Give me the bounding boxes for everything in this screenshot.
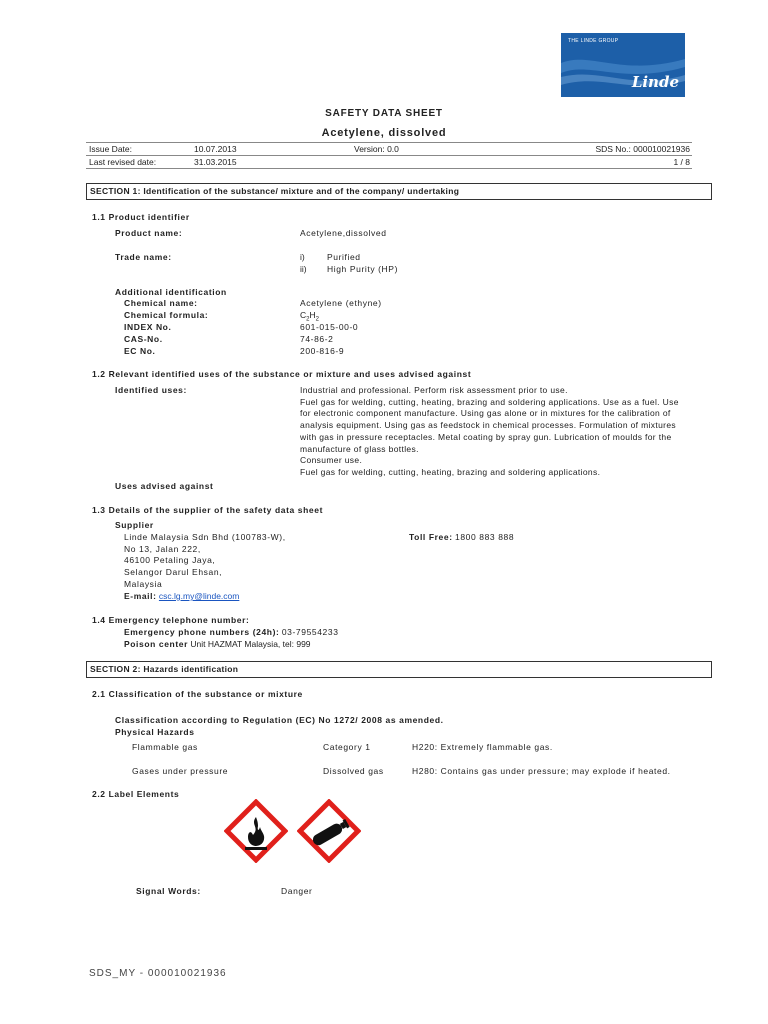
trade-name-label: Trade name: [115, 252, 172, 262]
trade-name-1: Purified [327, 252, 361, 262]
flame-icon [224, 799, 288, 863]
uses-line: Fuel gas for welding, cutting, heating, brazing and soldering applications. Use as a fuel. Use [300, 396, 679, 407]
hazard-class-2: Gases under pressure [132, 766, 229, 776]
trade-name-num-2: ii) [300, 264, 307, 274]
email-link[interactable]: csc.lg.my@linde.com [158, 591, 240, 601]
linde-logo [561, 33, 685, 97]
trade-name-2: High Purity (HP) [327, 264, 399, 274]
issue-date-value: 10.07.2013 [194, 144, 237, 154]
page-number: 1 / 8 [673, 157, 690, 167]
uses-line: with gas in pressure receptacles. Metal coating by spray gun. Lubrication of moulds for the [300, 431, 672, 442]
section1-heading-box [86, 183, 712, 200]
issue-date-label: Issue Date: [89, 144, 132, 154]
logo-group-text: THE LINDE GROUP [568, 38, 619, 44]
physical-hazards-heading: Physical Hazards [115, 727, 195, 737]
identified-uses-text [300, 385, 679, 479]
supplier-label: Supplier [115, 520, 154, 530]
supplier-email-row [124, 591, 239, 601]
revised-date-label: Last revised date: [89, 157, 157, 167]
uses-line: Fuel gas for welding, cutting, heating, brazing and soldering applications. [300, 466, 601, 477]
gas-cylinder-icon [297, 799, 361, 863]
hazard-class-1: Flammable gas [132, 742, 198, 752]
document-title: SAFETY DATA SHEET [325, 108, 443, 119]
signal-word-value: Danger [281, 886, 313, 896]
emergency-phone-label: Emergency phone numbers (24h): [124, 627, 280, 637]
toll-free-number: 1800 883 888 [455, 532, 515, 542]
index-no-label: INDEX No. [124, 322, 172, 332]
hazard-statement-1: H220: Extremely flammable gas. [412, 742, 553, 752]
product-name-label: Product name: [115, 228, 183, 238]
supplier-heading: 1.3 Details of the supplier of the safety data sheet [92, 505, 324, 515]
trade-name-num-1: i) [300, 252, 305, 262]
toll-free-row [409, 532, 514, 542]
footer-doc-code: SDS_MY - 000010021936 [89, 968, 227, 979]
uses-line: Consumer use. [300, 455, 363, 466]
toll-free-label: Toll Free: [409, 532, 453, 542]
chemical-formula-label: Chemical formula: [124, 310, 209, 320]
index-no-value: 601-015-00-0 [300, 322, 359, 332]
address-line: 46100 Petaling Jaya, [124, 555, 216, 566]
cas-no-label: CAS-No. [124, 334, 163, 344]
identified-uses-label: Identified uses: [115, 385, 187, 395]
header-top-rule [86, 142, 692, 143]
email-label: E-mail: [124, 591, 157, 601]
address-line: Selangor Darul Ehsan, [124, 567, 223, 578]
uses-heading: 1.2 Relevant identified uses of the substance or mixture and uses advised against [92, 369, 472, 379]
uses-line: analysis equipment. Using gas as feedstock in chemical processes. Formulation of mixtures [300, 420, 677, 431]
hazard-category-2: Dissolved gas [323, 766, 384, 776]
regulation-text: Classification according to Regulation (EC) No 1272/ 2008 as amended. [115, 715, 444, 725]
document-subtitle: Acetylene, dissolved [321, 127, 447, 139]
emergency-phone-number: 03-79554233 [281, 627, 339, 637]
section1-heading: SECTION 1: Identification of the substance/ mixture and of the company/ undertaking [90, 186, 460, 196]
header-mid-rule [86, 155, 692, 156]
product-identifier-heading: 1.1 Product identifier [92, 212, 190, 222]
ec-no-label: EC No. [124, 346, 156, 356]
uses-advised-against-label: Uses advised against [115, 481, 214, 491]
section2-heading-box [86, 661, 712, 678]
supplier-address [124, 532, 286, 591]
cas-no-value: 74-86-2 [300, 334, 334, 344]
product-name-value: Acetylene,dissolved [300, 228, 387, 238]
ec-no-value: 200-816-9 [300, 346, 345, 356]
chemical-formula-value: $C_2H_2$ [300, 310, 319, 323]
header-bottom-rule [86, 168, 692, 169]
section2-heading: SECTION 2: Hazards identification [90, 664, 239, 674]
chemical-name-value: Acetylene (ethyne) [300, 298, 382, 308]
address-line: Malaysia [124, 578, 163, 589]
poison-center-row [124, 639, 311, 649]
address-line: No 13, Jalan 222, [124, 543, 201, 554]
chemical-name-label: Chemical name: [124, 298, 198, 308]
uses-line: Industrial and professional. Perform risk assessment prior to use. [300, 385, 568, 395]
signal-words-label: Signal Words: [136, 886, 201, 896]
poison-center-value: Unit HAZMAT Malaysia, tel: 999 [190, 639, 311, 649]
revised-date-value: 31.03.2015 [194, 157, 237, 167]
logo-brand-text: Linde [631, 73, 679, 91]
classification-heading: 2.1 Classification of the substance or mixture [92, 689, 303, 699]
sds-number: SDS No.: 000010021936 [595, 144, 690, 154]
uses-line: manufacture of glass bottles. [300, 443, 419, 454]
version-text: Version: 0.0 [354, 144, 399, 154]
emergency-phone-row [124, 627, 339, 637]
uses-line: for electronic component manufacture. Using gas alone or in mixtures for the calibration of [300, 408, 671, 419]
poison-center-label: Poison center [124, 639, 189, 649]
address-line: Linde Malaysia Sdn Bhd (100783-W), [124, 532, 286, 542]
hazard-statement-2: H280: Contains gas under pressure; may explode if heated. [412, 766, 671, 776]
hazard-category-1: Category 1 [323, 742, 371, 752]
label-elements-heading: 2.2 Label Elements [92, 789, 180, 799]
additional-identification-heading: Additional identification [115, 287, 227, 297]
emergency-heading: 1.4 Emergency telephone number: [92, 615, 250, 625]
